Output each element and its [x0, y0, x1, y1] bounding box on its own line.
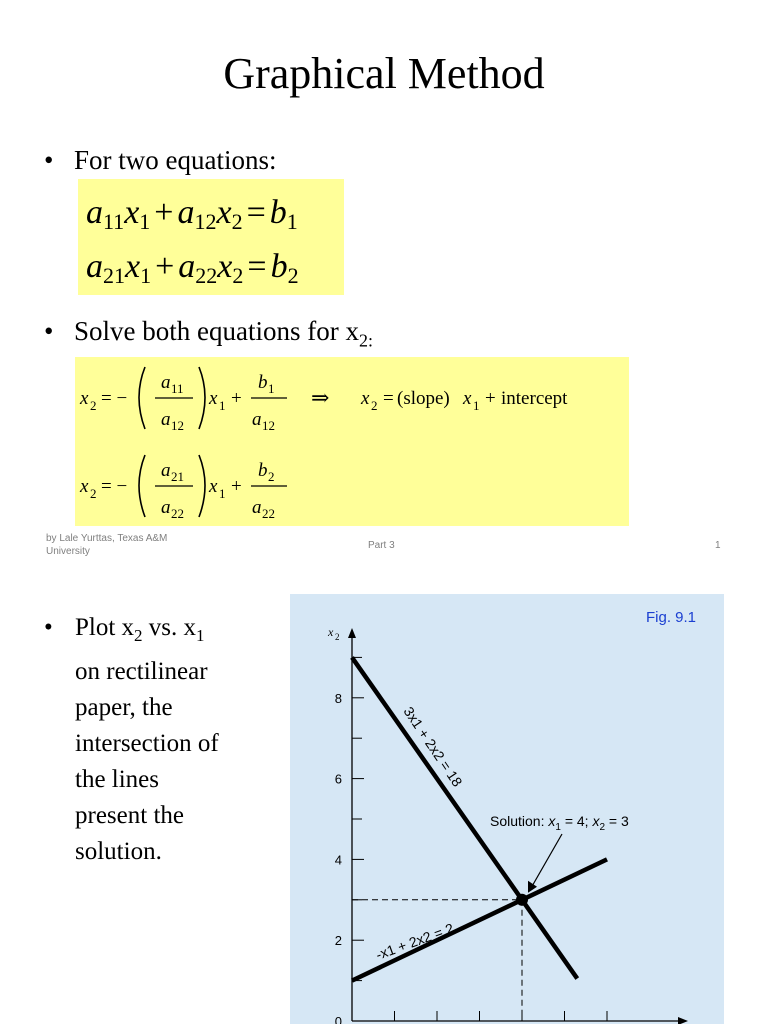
svg-text:x: x — [209, 388, 218, 409]
svg-text:22: 22 — [171, 506, 184, 521]
footer-part: Part 3 — [368, 540, 395, 551]
figure-label: Fig. 9.1 — [646, 609, 697, 626]
svg-text:⇒: ⇒ — [311, 385, 330, 410]
svg-text:2: 2 — [268, 469, 275, 484]
series-line-2 — [352, 859, 607, 980]
svg-text:a: a — [161, 497, 171, 518]
bullet-dot: • — [44, 316, 54, 346]
y-tick-label: 8 — [334, 690, 342, 706]
svg-text:x: x — [80, 476, 89, 497]
system-equations-box — [78, 179, 344, 295]
y-tick-label: 4 — [334, 852, 342, 868]
x-axis-arrow — [678, 1017, 688, 1024]
svg-text:= −: = − — [101, 388, 128, 409]
svg-text:= −: = − — [101, 476, 128, 497]
bullet-plot: • Plot $x_2$ vs. $x_1$ on rectilinear paper, the intersection of the lines present the solution. — [44, 610, 219, 870]
svg-text:+: + — [231, 476, 242, 497]
svg-text:12: 12 — [171, 418, 184, 433]
solved-equations-formula — [75, 357, 629, 526]
footer-page-number: 1 — [715, 540, 721, 551]
svg-text:a: a — [161, 372, 171, 393]
figure-panel — [290, 594, 724, 1024]
svg-text:+: + — [485, 388, 496, 409]
svg-text:x: x — [463, 388, 472, 409]
slope-label: (slope) — [397, 388, 450, 409]
solved-equations-box — [75, 357, 629, 526]
svg-text:b: b — [258, 460, 268, 481]
svg-text:12: 12 — [262, 418, 275, 433]
equation-2: $a_{21}x_1 + a_{22}x_2 = b_2$ — [86, 248, 299, 288]
svg-text:b: b — [258, 372, 268, 393]
svg-text:1: 1 — [219, 398, 226, 413]
equation-1: $a_{11}x_1 + a_{12}x_2 = b_1$ — [86, 194, 298, 234]
svg-text:x: x — [361, 388, 370, 409]
bullet-two-equations — [44, 143, 277, 177]
y-axis-title: x — [328, 625, 334, 639]
chart — [290, 594, 724, 1024]
y-axis-title-sub: 2 — [335, 632, 340, 642]
y-tick-label: 2 — [334, 933, 342, 949]
svg-text:2: 2 — [90, 486, 97, 501]
svg-text:x: x — [80, 388, 89, 409]
svg-text:1: 1 — [219, 486, 226, 501]
svg-text:a: a — [161, 409, 171, 430]
slide-title: Graphical Method — [223, 49, 545, 98]
bullet-dot: • — [44, 614, 53, 641]
bullet-plot-body: on rectilinear paper, the intersection of the lines present the solution. — [75, 658, 219, 865]
svg-text:2: 2 — [90, 398, 97, 413]
svg-text:a: a — [161, 460, 171, 481]
bullet-dot: • — [44, 145, 54, 175]
svg-text:1: 1 — [268, 381, 275, 396]
svg-text:=: = — [383, 388, 394, 409]
footer-author: by Lale Yurttas, Texas A&M University — [46, 533, 168, 557]
y-tick-label: 6 — [334, 771, 342, 787]
y-axis-arrow — [348, 628, 356, 638]
svg-text:1: 1 — [473, 398, 480, 413]
svg-text:+: + — [231, 388, 242, 409]
bullet-solve-for-x2: • Solve both equations for $x_{2:}$ — [44, 316, 373, 351]
solution-label: Solution: $x_1 = 4$; $x_2 = 3$ — [490, 813, 629, 833]
svg-text:11: 11 — [171, 381, 184, 396]
solution-point — [516, 894, 528, 906]
series-label-2: -x1 + 2x2 = 2 — [373, 919, 456, 963]
svg-text:a: a — [252, 409, 262, 430]
svg-text:22: 22 — [262, 506, 275, 521]
svg-text:21: 21 — [171, 469, 184, 484]
svg-text:x: x — [209, 476, 218, 497]
y-tick-label: 0 — [334, 1014, 342, 1024]
bullet-text: For two equations: — [74, 145, 277, 175]
svg-text:2: 2 — [371, 398, 378, 413]
series-label-1: 3x1 + 2x2 = 18 — [400, 703, 466, 790]
intercept-label: intercept — [501, 388, 568, 409]
svg-text:a: a — [252, 497, 262, 518]
